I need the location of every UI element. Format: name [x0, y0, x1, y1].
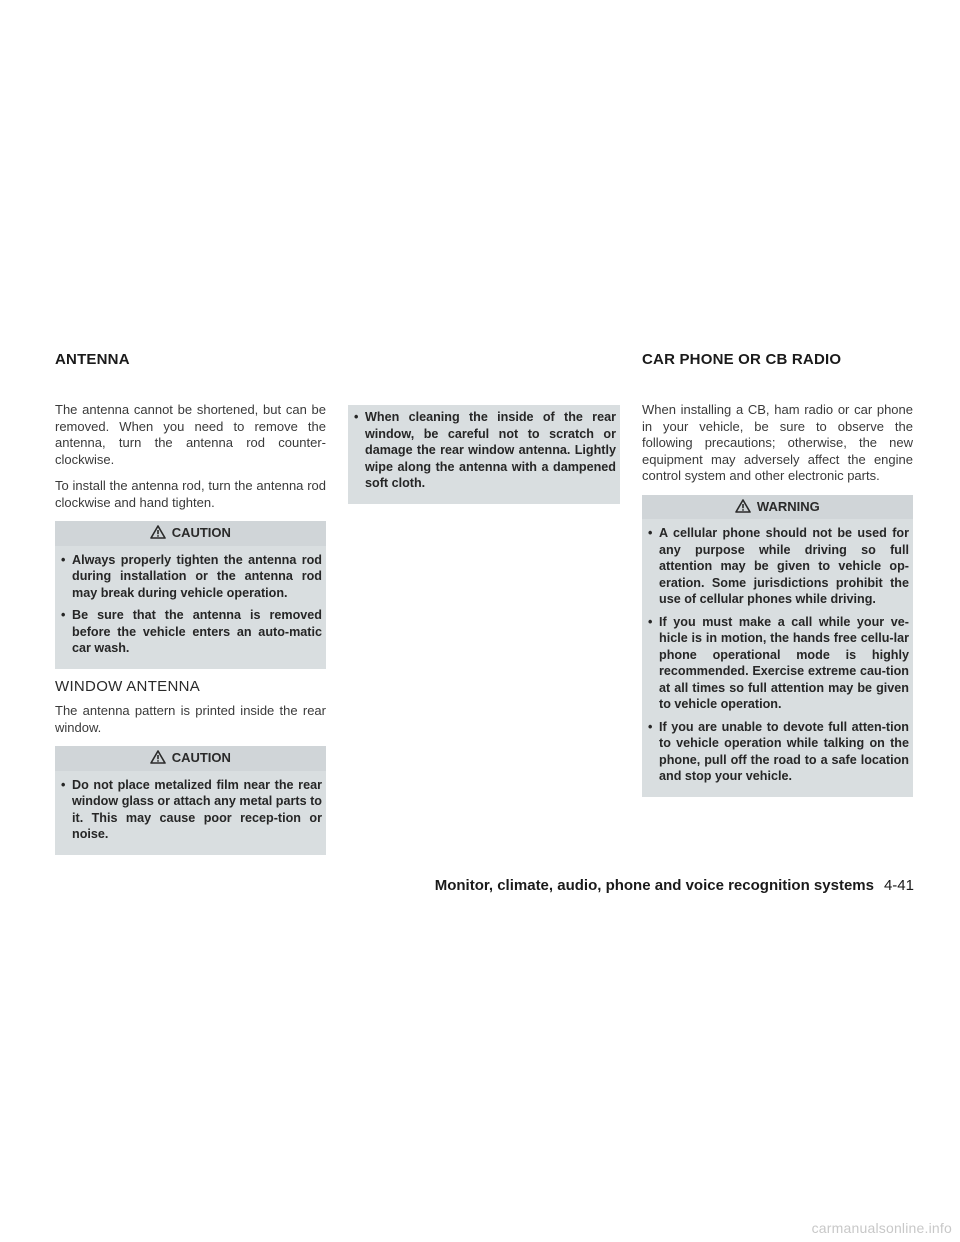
car-phone-heading: CAR PHONE OR CB RADIO	[642, 351, 842, 368]
page-number: 4-41	[883, 877, 914, 894]
warning-item: • If you must make a call while your ve-hicle is in motion, the hands free cellu-lar phone operational mode is highly recommended. Exercise extreme cau-tion at all times so full attention may be given to vehicle operation.	[646, 614, 909, 713]
car-phone-column	[642, 350, 913, 807]
footer-section-title: Monitor, climate, audio, phone and voice recognition systems	[434, 877, 874, 894]
watermark: carmanualsonline.info	[811, 1220, 952, 1236]
caution-item: • When cleaning the inside of the rear window, be careful not to scratch or damage the rear window antenna. Lightly wipe along the antenna with a dampened soft cloth.	[352, 409, 616, 492]
warning-triangle-icon	[150, 525, 166, 539]
caution-item: • Be sure that the antenna is removed before the vehicle enters an auto-matic car wash.	[59, 607, 322, 657]
window-antenna-subheading: WINDOW ANTENNA	[55, 677, 201, 695]
caution-item: • Always properly tighten the antenna rod during installation or the antenna rod may break during vehicle operation.	[59, 552, 322, 602]
warning-triangle-icon	[735, 499, 751, 513]
caution-box-1	[55, 521, 326, 669]
caution-label: CAUTION	[171, 750, 231, 765]
caution-continued-box	[348, 405, 620, 504]
antenna-column	[55, 350, 326, 865]
caution-box-2	[55, 746, 326, 855]
middle-column	[348, 405, 620, 514]
caution-list	[348, 409, 620, 492]
antenna-paragraph-1: The antenna cannot be shortened, but can be removed. When you need to remove the antenna, turn the antenna rod counter-clockwise.	[55, 402, 326, 467]
window-antenna-paragraph: The antenna pattern is printed inside the rear window.	[55, 703, 326, 735]
page-footer	[435, 877, 914, 894]
caution-item: • Do not place metalized film near the rear window glass or attach any metal parts to it. This may cause poor recep-tion or noise.	[59, 777, 322, 843]
caution-label: CAUTION	[171, 525, 231, 540]
caution-list	[55, 777, 326, 843]
warning-item: • A cellular phone should not be used for any purpose while driving so full attention may be given to vehicle op-eration. Some jurisdictions prohibit the use of cellular phones while driving.	[646, 525, 909, 608]
antenna-heading: ANTENNA	[55, 351, 130, 368]
warning-header	[642, 495, 913, 520]
warning-triangle-icon	[150, 750, 166, 764]
warning-list	[642, 525, 913, 785]
antenna-paragraph-2: To install the antenna rod, turn the antenna rod clockwise and hand tighten.	[55, 478, 326, 510]
caution-header	[55, 521, 326, 546]
warning-label: WARNING	[756, 498, 820, 514]
warning-item: • If you are unable to devote full atten-tion to vehicle operation while talking on the phone, pull off the road to a safe location and stop your vehicle.	[646, 719, 909, 785]
caution-list	[55, 552, 326, 657]
car-phone-paragraph: When installing a CB, ham radio or car phone in your vehicle, be sure to observe the following precautions; otherwise, the new equipment may adversely affect the engine control system and other electronic parts.	[642, 402, 913, 483]
caution-header	[55, 746, 326, 771]
warning-box	[642, 495, 913, 797]
